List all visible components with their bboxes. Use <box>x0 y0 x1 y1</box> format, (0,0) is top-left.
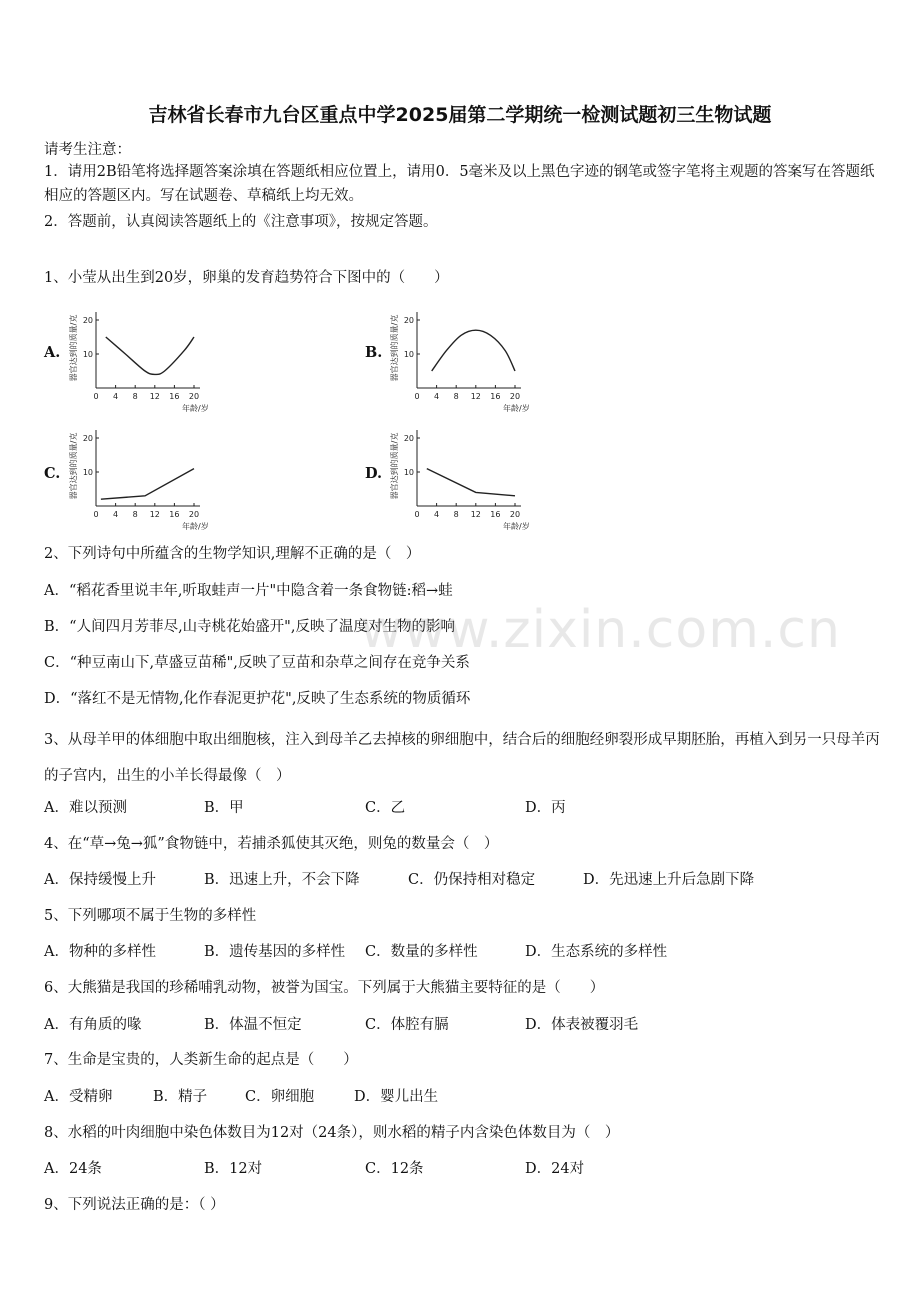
x-axis-label: 年龄/岁 <box>503 404 530 413</box>
y-axis-label: 器官达到的质量/克 <box>390 314 399 382</box>
chart-c <box>62 418 242 536</box>
y-axis-label: 器官达到的质量/克 <box>390 432 399 500</box>
x-tick-label: 20 <box>188 510 200 519</box>
x-tick-label: 4 <box>434 510 440 519</box>
q7-option-c: C．卵细胞 <box>245 1089 315 1105</box>
notice-item-1: 1．请用2B铅笔将选择题答案涂填在答题纸相应位置上，请用0．5毫米及以上黑色字迹的钢笔或签字笔将主观题的答案写在答题纸相应的答题区内。写在试题卷、草稿纸上均无效。 <box>44 164 875 204</box>
q1-option-a-label: A. <box>44 344 61 361</box>
chart-b <box>383 300 563 418</box>
x-tick-label: 12 <box>149 510 160 519</box>
x-tick-label: 20 <box>509 392 521 401</box>
y-tick-label: 10 <box>82 350 93 359</box>
x-axis-label: 年龄/岁 <box>182 522 209 531</box>
series-line <box>106 337 194 374</box>
series-line <box>432 330 515 371</box>
q7-stem: 7、生命是宝贵的，人类新生命的起点是（ ） <box>44 1052 358 1068</box>
q7-option-b: B．精子 <box>153 1089 208 1105</box>
y-tick-label: 20 <box>403 316 414 325</box>
x-tick-label: 4 <box>434 392 440 401</box>
q5-option-b: B．遗传基因的多样性 <box>204 944 346 960</box>
x-tick-label: 12 <box>149 392 160 401</box>
q8-option-a: A．24条 <box>44 1161 102 1177</box>
series-line <box>427 469 515 496</box>
y-tick-label: 20 <box>403 434 414 443</box>
q5-option-a: A．物种的多样性 <box>44 944 156 960</box>
q1-option-d-label: D. <box>365 465 383 482</box>
q1-stem: 1、小莹从出生到20岁，卵巢的发育趋势符合下图中的（ ） <box>44 270 449 286</box>
q5-option-d: D．生态系统的多样性 <box>525 944 668 960</box>
x-tick-label: 8 <box>132 392 138 401</box>
x-tick-label: 16 <box>169 392 180 401</box>
q3-option-d: D．丙 <box>525 800 566 816</box>
q3-stem: 3、从母羊甲的体细胞中取出细胞核，注入到母羊乙去掉核的卵细胞中，结合后的细胞经卵裂形成早期胚胎，再植入到另一只母羊丙的子宫内，出生的小羊长得最像（ ） <box>44 732 880 784</box>
y-tick-label: 10 <box>82 468 93 477</box>
x-tick-label: 4 <box>113 392 119 401</box>
x-tick-label: 12 <box>470 392 481 401</box>
y-axis-label: 器官达到的质量/克 <box>69 314 78 382</box>
x-tick-label: 16 <box>169 510 180 519</box>
x-axis-label: 年龄/岁 <box>182 404 209 413</box>
q2-option-d: D．“落红不是无情物,化作春泥更护花",反映了生态系统的物质循环 <box>44 691 471 707</box>
x-tick-label: 8 <box>132 510 138 519</box>
x-tick-label: 8 <box>453 510 459 519</box>
y-axis-label: 器官达到的质量/克 <box>69 432 78 500</box>
q8-option-d: D．24对 <box>525 1161 585 1177</box>
q3-option-c: C．乙 <box>365 800 406 816</box>
watermark: www.zixin.com.cn <box>360 600 841 660</box>
chart-d <box>383 418 563 536</box>
y-tick-label: 20 <box>82 316 93 325</box>
y-tick-label: 20 <box>82 434 93 443</box>
q6-option-c: C．体腔有膈 <box>365 1017 449 1033</box>
q8-stem: 8、水稻的叶肉细胞中染色体数目为12对（24条），则水稻的精子内含染色体数目为（ ） <box>44 1125 620 1141</box>
x-tick-label: 0 <box>414 510 420 519</box>
q1-option-b-label: B. <box>365 344 383 361</box>
q4-option-d: D．先迅速上升后急剧下降 <box>583 872 755 888</box>
q8-option-c: C．12条 <box>365 1161 424 1177</box>
x-tick-label: 0 <box>93 392 99 401</box>
x-tick-label: 20 <box>509 510 521 519</box>
x-tick-label: 16 <box>490 392 501 401</box>
x-tick-label: 0 <box>93 510 99 519</box>
q2-option-c: C．“种豆南山下,草盛豆苗稀",反映了豆苗和杂草之间存在竞争关系 <box>44 655 470 671</box>
q6-option-b: B．体温不恒定 <box>204 1017 302 1033</box>
q7-option-d: D．婴儿出生 <box>354 1089 439 1105</box>
q4-option-b: B．迅速上升，不会下降 <box>204 872 360 888</box>
notice-item-2: 2．答题前，认真阅读答题纸上的《注意事项》，按规定答题。 <box>44 214 438 230</box>
q1-option-c-label: C. <box>44 465 61 482</box>
q8-option-b: B．12对 <box>204 1161 263 1177</box>
q2-option-b: B．“人间四月芳菲尽,山寺桃花始盛开",反映了温度对生物的影响 <box>44 619 455 635</box>
q4-option-c: C．仍保持相对稳定 <box>408 872 536 888</box>
series-line <box>101 469 194 500</box>
q7-option-a: A．受精卵 <box>44 1089 113 1105</box>
q3-option-a: A．难以预测 <box>44 800 127 816</box>
x-tick-label: 4 <box>113 510 119 519</box>
q2-stem: 2、下列诗句中所蕴含的生物学知识,理解不正确的是（ ） <box>44 546 421 562</box>
x-tick-label: 16 <box>490 510 501 519</box>
x-tick-label: 0 <box>414 392 420 401</box>
y-tick-label: 10 <box>403 350 414 359</box>
q6-option-d: D．体表被覆羽毛 <box>525 1017 639 1033</box>
x-tick-label: 12 <box>470 510 481 519</box>
q4-stem: 4、在“草→兔→狐”食物链中，若捕杀狐使其灭绝，则兔的数量会（ ） <box>44 836 499 852</box>
q2-option-a: A．“稻花香里说丰年,听取蛙声一片"中隐含着一条食物链:稻→蛙 <box>44 583 453 599</box>
x-tick-label: 20 <box>188 392 200 401</box>
page-title: 吉林省长春市九台区重点中学2025届第二学期统一检测试题初三生物试题 <box>148 104 772 126</box>
chart-a <box>62 300 242 418</box>
q6-stem: 6、大熊猫是我国的珍稀哺乳动物，被誉为国宝。下列属于大熊猫主要特征的是（ ） <box>44 980 605 996</box>
q3-option-b: B．甲 <box>204 800 244 816</box>
q5-option-c: C．数量的多样性 <box>365 944 478 960</box>
q9-stem: 9、下列说法正确的是：（ ） <box>44 1197 225 1213</box>
x-axis-label: 年龄/岁 <box>503 522 530 531</box>
y-tick-label: 10 <box>403 468 414 477</box>
notice-heading: 请考生注意： <box>44 142 131 158</box>
q4-option-a: A．保持缓慢上升 <box>44 872 156 888</box>
q6-option-a: A．有角质的喙 <box>44 1017 142 1033</box>
q5-stem: 5、下列哪项不属于生物的多样性 <box>44 908 257 924</box>
x-tick-label: 8 <box>453 392 459 401</box>
